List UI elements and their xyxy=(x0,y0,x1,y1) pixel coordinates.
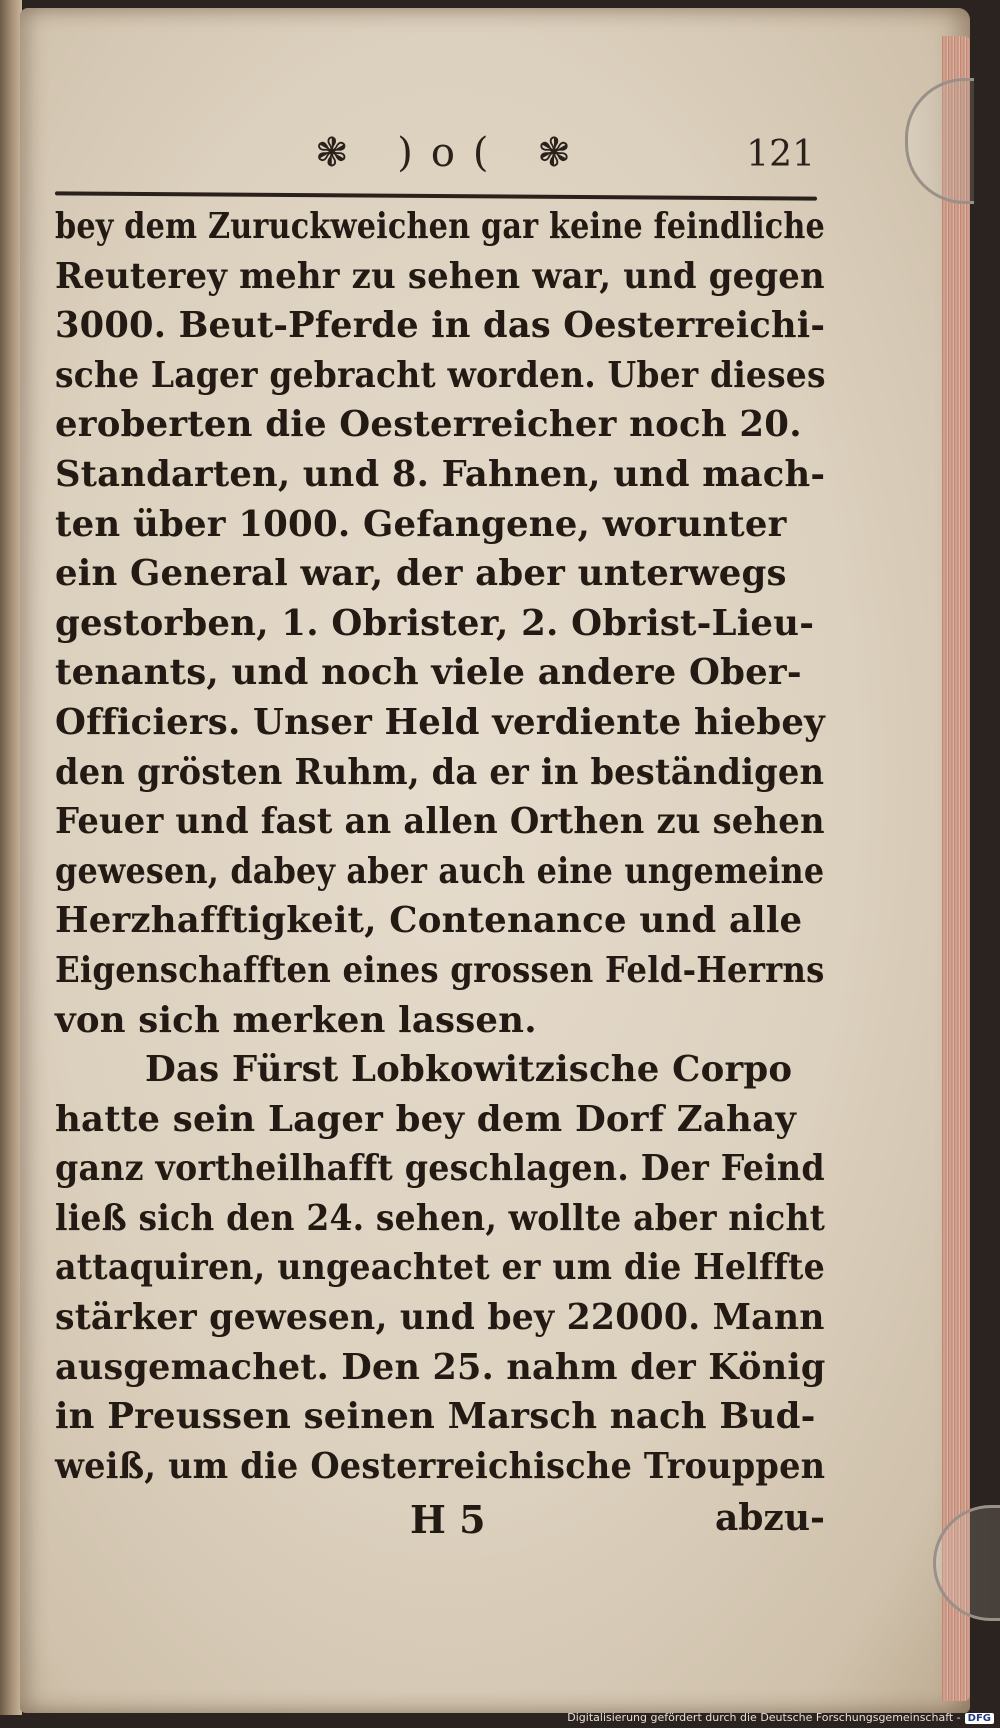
text-line: attaquiren, ungeachtet er um die Helffte xyxy=(55,1247,825,1289)
text-line: sche Lager gebracht worden. Uber dieses xyxy=(55,354,826,396)
text-line: 3000. Beut-Pferde in das Oesterreichi- xyxy=(55,305,826,347)
text-line: Officiers. Unser Held verdiente hiebey xyxy=(55,701,825,743)
dfg-logo: DFG xyxy=(965,1713,994,1724)
digitization-credit xyxy=(567,1711,994,1724)
text-line: Standarten, und 8. Fahnen, und mach- xyxy=(55,453,826,495)
credit-text: Digitalisierung gefördert durch die Deutsche Forschungsgemeinschaft - xyxy=(567,1711,961,1724)
page-number: 121 xyxy=(746,134,815,175)
text-line: den grösten Ruhm, da er in beständigen xyxy=(55,751,825,793)
text-line: ließ sich den 24. sehen, wollte aber nicht xyxy=(55,1197,826,1239)
catchword: abzu- xyxy=(714,1497,825,1539)
text-line: bey dem Zuruckweichen gar keine feindliche xyxy=(55,206,825,247)
page-footer xyxy=(55,1497,825,1552)
text-line: gewesen, dabey aber auch eine ungemeine xyxy=(55,850,825,892)
text-line: in Preussen seinen Marsch nach Bud- xyxy=(55,1396,816,1438)
text-line: stärker gewesen, und bey 22000. Mann xyxy=(55,1297,825,1339)
previous-page-edge xyxy=(0,0,22,1715)
text-line: tenants, und noch viele andere Ober- xyxy=(55,652,802,694)
text-line: ganz vortheilhafft geschlagen. Der Feind xyxy=(55,1148,825,1190)
text-line: ein General war, der aber unterwegs xyxy=(55,553,787,595)
text-line: Reuterey mehr zu sehen war, und gegen xyxy=(55,255,825,297)
text-line: gestorben, 1. Obrister, 2. Obrist-Lieu- xyxy=(55,602,815,644)
text-line: hatte sein Lager bey dem Dorf Zahay xyxy=(55,1098,797,1140)
text-line: ten über 1000. Gefangene, worunter xyxy=(55,503,787,545)
page-fore-edge xyxy=(942,36,970,1701)
text-line-paragraph-start: Das Fürst Lobkowitzische Corpo xyxy=(145,1049,793,1091)
text-line: Herzhafftigkeit, Contenance und alle xyxy=(55,900,803,942)
text-line: Eigenschafften eines grossen Feld-Herrns xyxy=(55,949,825,991)
text-line: von sich merken lassen. xyxy=(55,999,537,1041)
text-line: weiß, um die Oesterreichische Trouppen xyxy=(55,1445,826,1487)
running-header xyxy=(55,130,815,190)
header-ornament: ❃ )o( ❃ xyxy=(315,130,589,176)
text-line: Feuer und fast an allen Orthen zu sehen xyxy=(55,801,825,843)
signature-mark: H 5 xyxy=(410,1497,486,1542)
body-text xyxy=(55,202,825,1491)
text-line: ausgemachet. Den 25. nahm der König xyxy=(55,1346,826,1388)
text-line: eroberten die Oesterreicher noch 20. xyxy=(55,404,802,446)
